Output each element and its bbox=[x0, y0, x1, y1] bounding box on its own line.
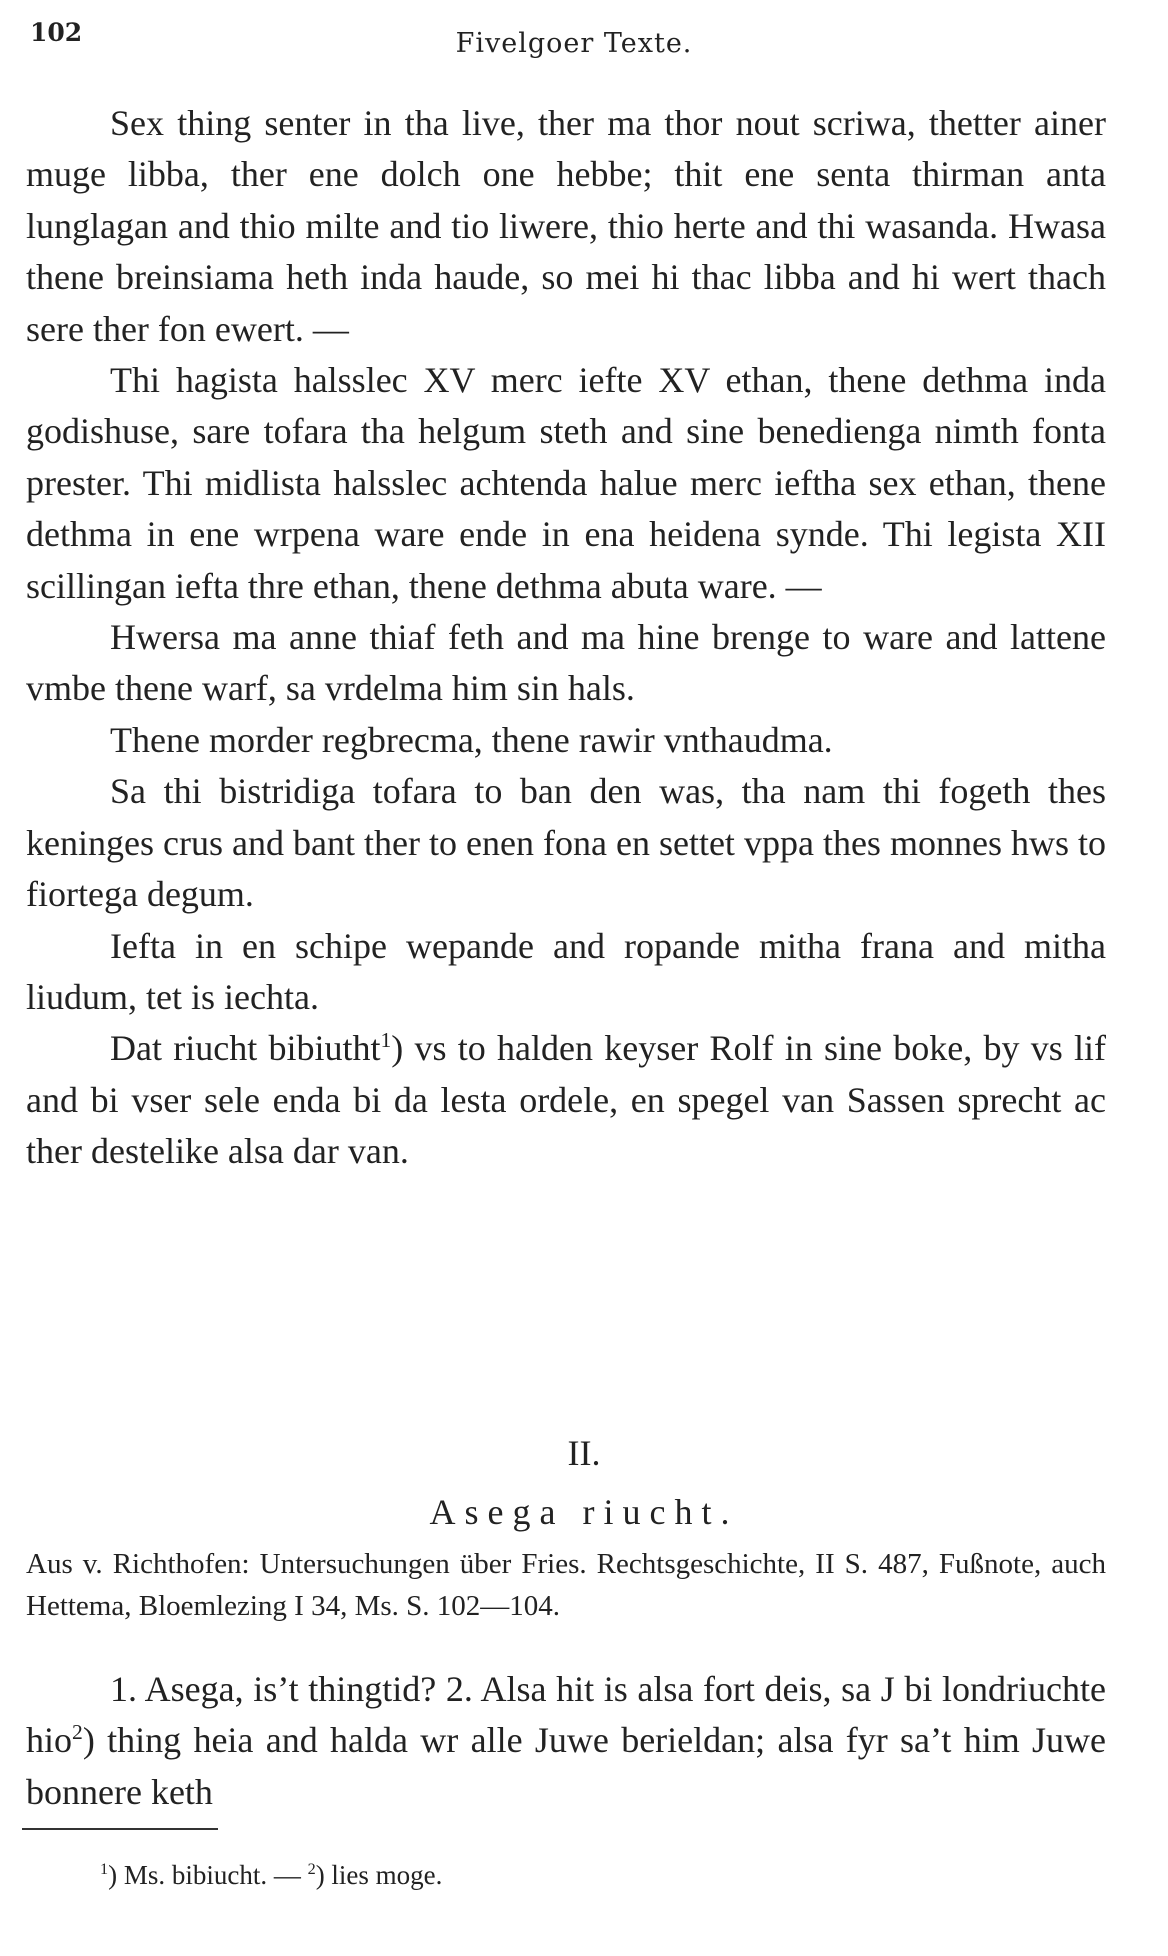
main-text bbox=[26, 98, 1106, 1178]
footnote-ref-2: 2 bbox=[72, 1720, 83, 1745]
paragraph-asega-end: ) thing heia and halda wr alle Juwe berieldan; alsa fyr sa’t him Juwe bonnere keth bbox=[26, 1720, 1106, 1812]
paragraph-dat-riucht-start: Dat riucht bibiutht bbox=[110, 1028, 381, 1069]
paragraph-dat-riucht bbox=[26, 1023, 1106, 1177]
paragraph-schipe: Iefta in en schipe wepande and ropande mitha frana and mitha liudum, tet is iechta. bbox=[26, 925, 1106, 1017]
section-title: Asega riucht. bbox=[429, 1492, 739, 1532]
paragraph-thiaf: Hwersa ma anne thiaf feth and ma hine brenge to ware and lattene vmbe thene warf, sa vrdelma him sin hals. bbox=[26, 617, 1106, 709]
asega-text bbox=[26, 1664, 1106, 1818]
source-note: Aus v. Richthofen: Untersuchungen über Fries. Rechtsgeschichte, II S. 487, Fußnote, auch Hettema, Bloemlezing I 34, Ms. S. 102—104. bbox=[26, 1548, 1106, 1622]
paragraph-halsslec: Thi hagista halsslec XV merc iefte XV ethan, thene dethma inda godishuse, sare tofara tha helgum steth and sine benedienga nimth fonta prester. Thi midlista halsslec achtenda halue merc ieftha sex ethan, thene dethma in ene wrpena ware ende in ena heidena synde. Thi legista XII scillingan iefta thre ethan, thene dethma abuta ware. — bbox=[26, 360, 1106, 606]
paragraph-dat-riucht-end: ) vs to halden keyser Rolf in sine boke, by vs lif and bi vser sele enda bi da lesta ordele, en spegel van Sassen sprecht ac ther destelike alsa dar van. bbox=[26, 1028, 1106, 1172]
section-number: II. bbox=[567, 1433, 601, 1473]
paragraph-asega-start: 1. Asega, is’t thingtid? 2. Alsa hit is alsa fort deis, sa J bi londriuchte hio bbox=[26, 1669, 1106, 1761]
footnote-mark-1: 1 bbox=[100, 1860, 109, 1878]
footnote-ref-1: 1 bbox=[380, 1028, 392, 1053]
page-header bbox=[20, 8, 1128, 59]
paragraph-sex-thing: Sex thing senter in tha live, ther ma thor nout scriwa, thetter ainer muge libba, ther ene dolch one hebbe; thit ene senta thirman anta lunglagan and thio milte and tio liwere, thio herte and thi wasanda. Hwasa thene breinsiama heth inda haude, so mei hi thac libba and hi wert thach sere ther fon ewert. — bbox=[26, 103, 1106, 349]
footnotes bbox=[100, 1860, 442, 1891]
footnote-divider bbox=[22, 1828, 218, 1830]
paragraph-asega bbox=[26, 1664, 1106, 1818]
paragraph-bistridiga: Sa thi bistridiga tofara to ban den was, tha nam thi fogeth thes keninges crus and bant ther to enen fona en settet vppa thes monnes hws to fiortega degum. bbox=[26, 771, 1106, 915]
footnote-2-text: ) lies moge. bbox=[315, 1860, 443, 1890]
footnote-mark-2: 2 bbox=[307, 1860, 316, 1878]
page-number: 102 bbox=[30, 18, 83, 47]
footnote-1-text: ) Ms. bibiucht. — bbox=[108, 1860, 308, 1890]
paragraph-morder: Thene morder regbrecma, thene rawir vnthaudma. bbox=[110, 719, 833, 760]
running-title: Fivelgoer Texte. bbox=[455, 28, 693, 59]
